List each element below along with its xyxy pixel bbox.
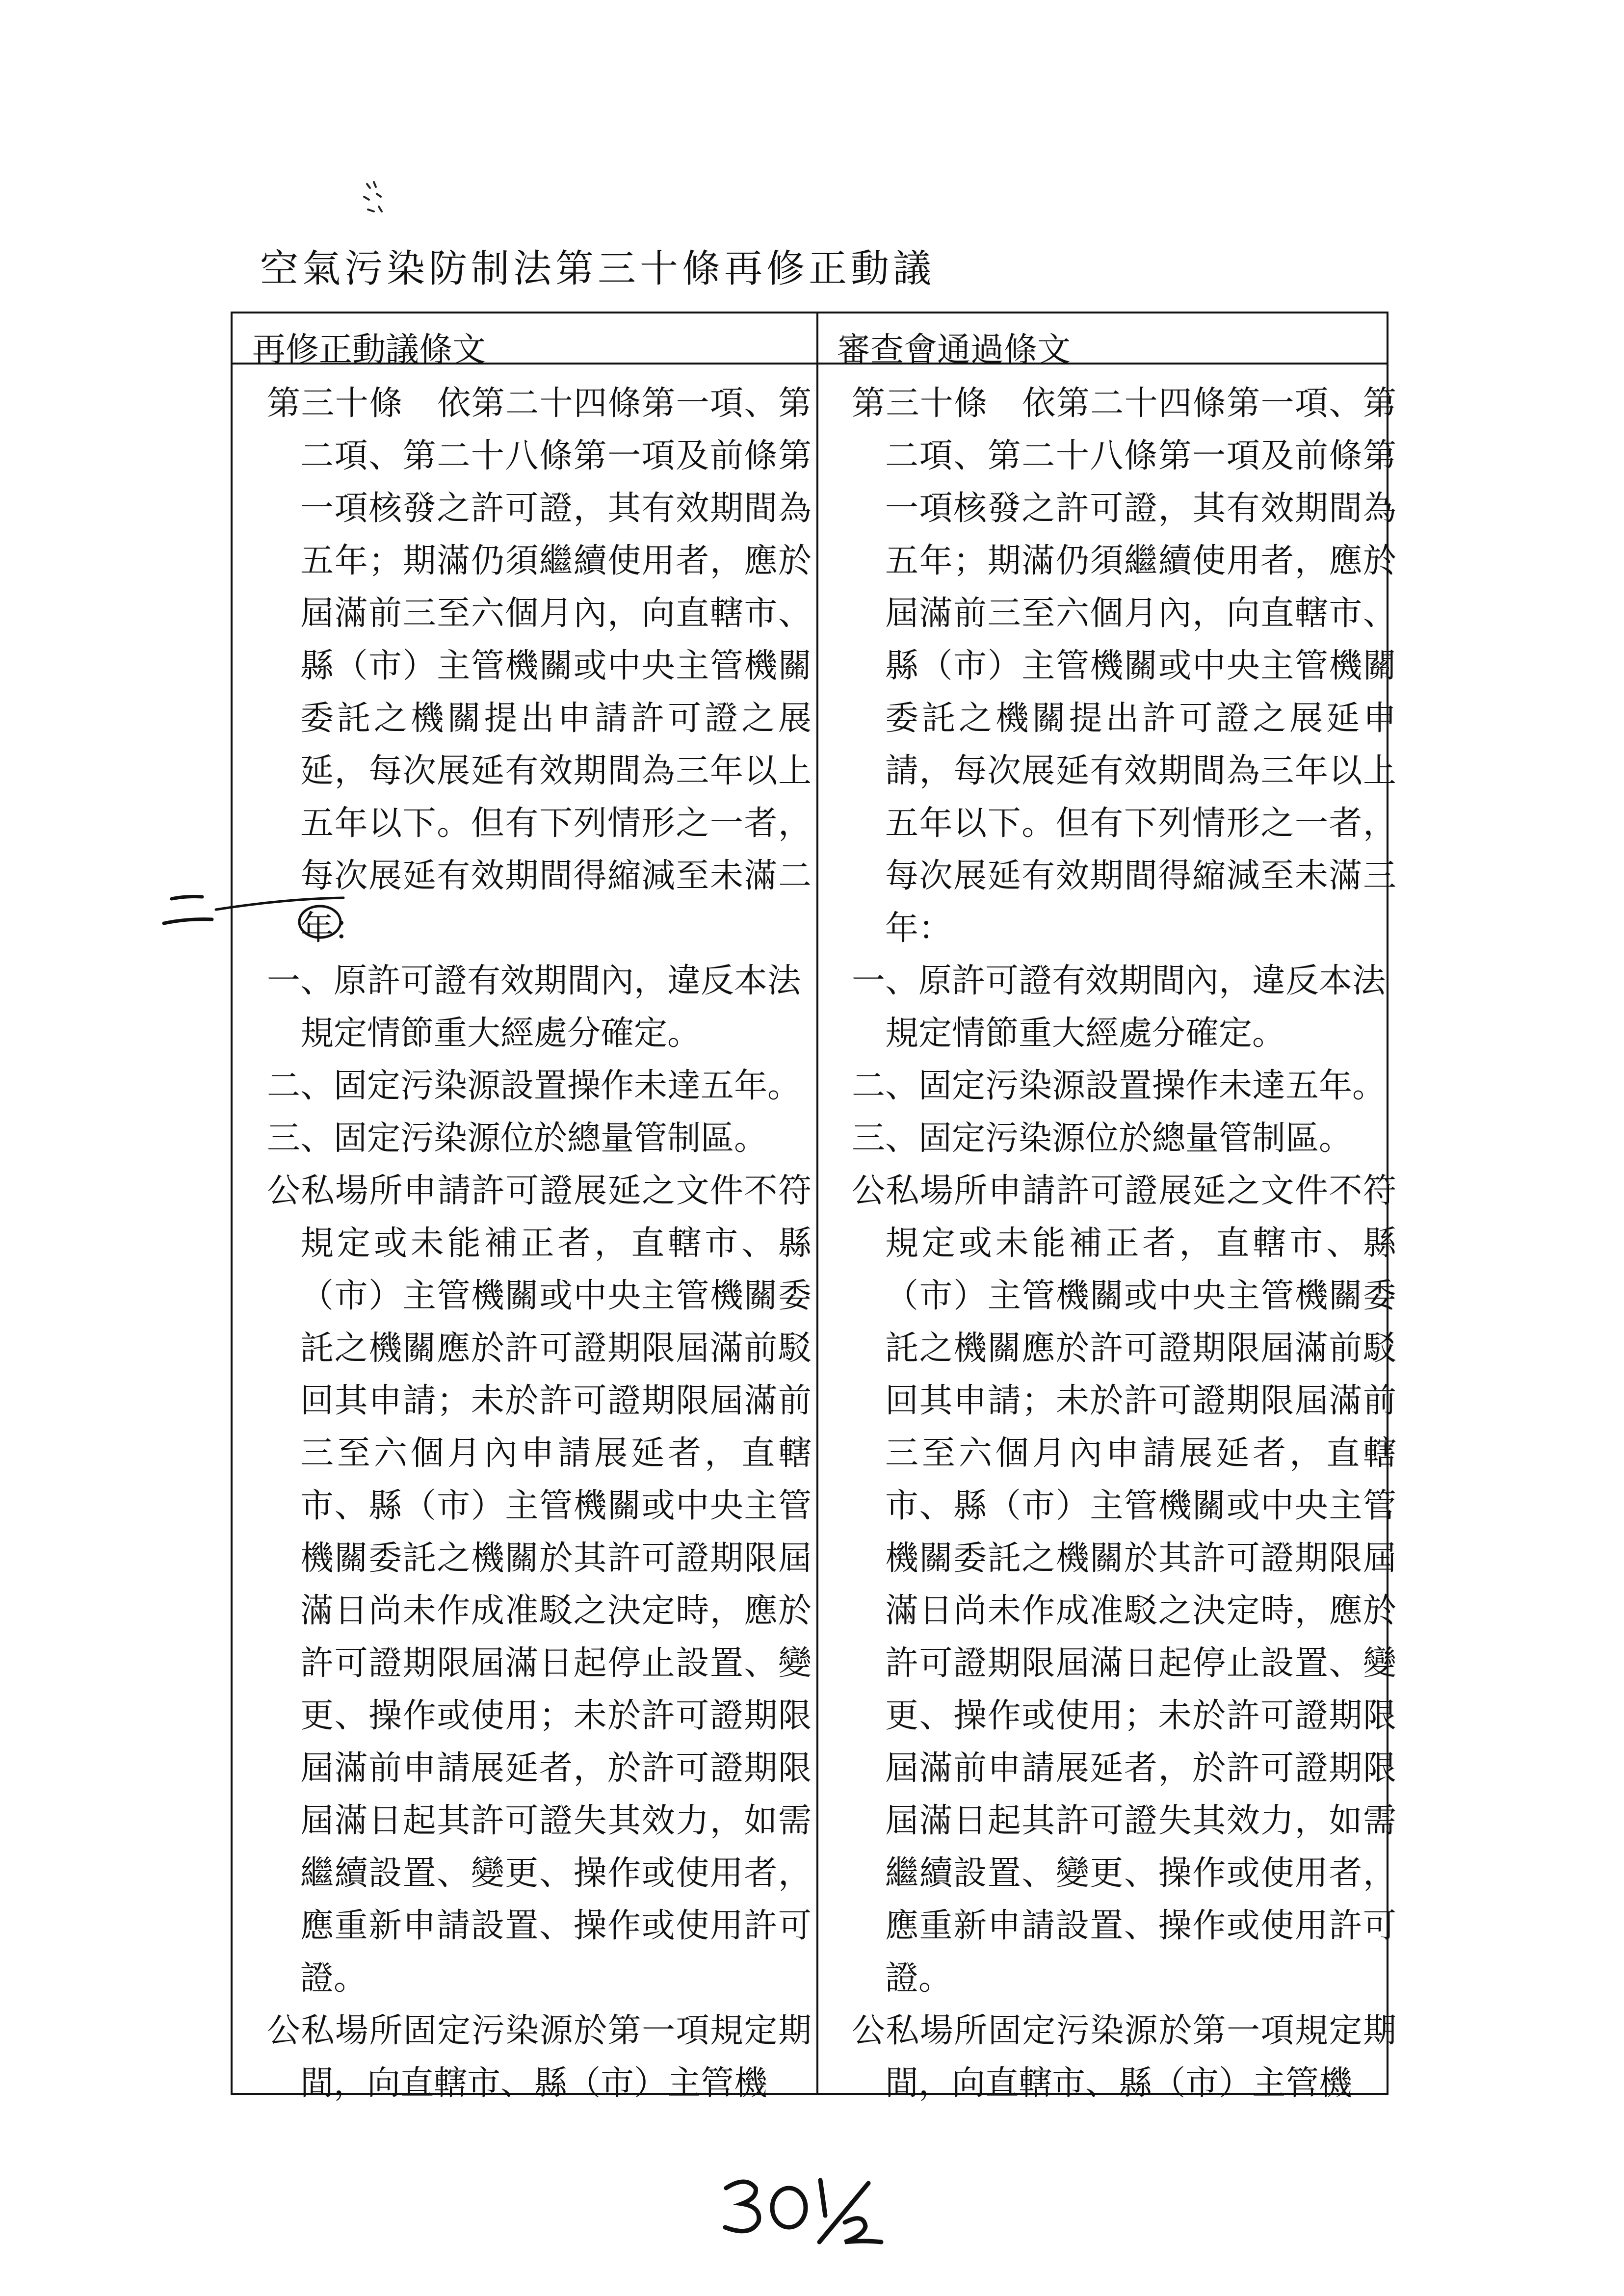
column-body-revised: [267, 377, 812, 2110]
scribble-mark: [357, 179, 392, 223]
document-title: 空氣污染防制法第三十條再修正動議: [260, 247, 936, 291]
comparison-table: [231, 312, 1396, 2103]
article-paragraph: 公私場所申請許可證展延之文件不符規定或未能補正者，直轄市、縣（市）主管機關或中央主管機關委託之機關應於許可證期限屆滿前駁回其申請；未於許可證期限屆滿前三至六個月內申請展延者，直轄市、縣（市）主管機關或中央主管機關委託之機關於其許可證期限屆滿日尚未作成准駁之決定時，應於許可證期限屆滿日起停止設置、變更、操作或使用；未於許可證期限屆滿前申請展延者，於許可證期限屆滿日起其許可證失其效力，如需繼續設置、變更、操作或使用者，應重新申請設置、操作或使用許可證。: [267, 1172, 812, 1998]
article-paragraph: 第三十條 依第二十四條第一項、第二項、第二十八條第一項及前條第一項核發之許可證，其有效期間為五年；期滿仍須繼續使用者，應於屆滿前三至六個月內，向直轄市、縣（市）主管機關或中央主管機關委託之機關提出許可證之展延申請，每次展延有效期間為三年以上五年以下。但有下列情形之一者，每次展延有效期間得縮減至未滿三年：: [852, 384, 1396, 948]
page-number-handwritten: [716, 2168, 893, 2252]
list-item: 二、固定污染源設置操作未達五年。: [267, 1067, 801, 1105]
article-paragraph: 公私場所申請許可證展延之文件不符規定或未能補正者，直轄市、縣（市）主管機關或中央主管機關委託之機關應於許可證期限屆滿前駁回其申請；未於許可證期限屆滿前三至六個月內申請展延者，直轄市、縣（市）主管機關或中央主管機關委託之機關於其許可證期限屆滿日尚未作成准駁之決定時，應於許可證期限屆滿日起停止設置、變更、操作或使用；未於許可證期限屆滿前申請展延者，於許可證期限屆滿日起其許可證失其效力，如需繼續設置、變更、操作或使用者，應重新申請設置、操作或使用許可證。: [852, 1172, 1396, 1998]
list-item: 二、固定污染源設置操作未達五年。: [852, 1067, 1386, 1105]
column-header-revised: 再修正動議條文: [252, 331, 486, 369]
article-paragraph: 公私場所固定污染源於第一項規定期間，向直轄市、縣（市）主管機: [267, 2011, 812, 2103]
list-item: 三、固定污染源位於總量管制區。: [852, 1119, 1353, 1158]
list-item: 一、原許可證有效期間內，違反本法規定情節重大經處分確定。: [852, 962, 1386, 1053]
list-item: 一、原許可證有效期間內，違反本法規定情節重大經處分確定。: [267, 962, 801, 1053]
column-header-committee: 審查會通過條文: [837, 331, 1071, 369]
article-paragraph: 第三十條 依第二十四條第一項、第二項、第二十八條第一項及前條第一項核發之許可證，其有效期間為五年；期滿仍須繼續使用者，應於屆滿前三至六個月內，向直轄市、縣（市）主管機關或中央主管機關委託之機關提出申請許可證之展延，每次展延有效期間為三年以上五年以下。但有下列情形之一者，每次展延有效期間得縮減至未滿二年：: [267, 384, 812, 948]
column-body-committee: [852, 377, 1396, 2110]
column-divider: [816, 313, 818, 2093]
list-item: 三、固定污染源位於總量管制區。: [267, 1119, 768, 1158]
article-paragraph: 公私場所固定污染源於第一項規定期間，向直轄市、縣（市）主管機: [852, 2011, 1396, 2103]
circle-mark: [294, 900, 348, 944]
